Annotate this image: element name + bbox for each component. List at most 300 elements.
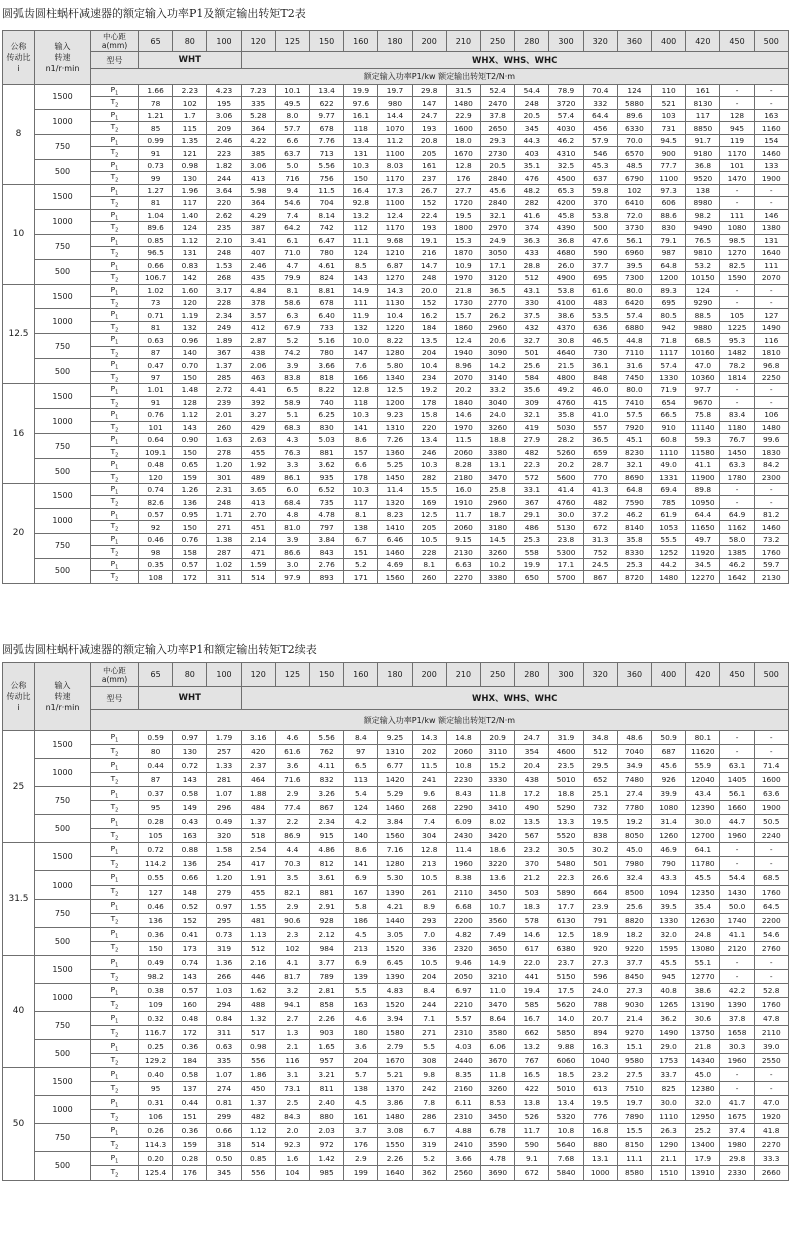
- power-value: 40.8: [652, 983, 686, 997]
- power-value: 27.3: [617, 983, 651, 997]
- power-value: 3.94: [378, 1011, 412, 1025]
- torque-value: 1100: [652, 172, 686, 184]
- torque-value: 1331: [652, 471, 686, 483]
- power-value: 1.12: [173, 409, 207, 421]
- torque-value: 116.7: [139, 1025, 173, 1039]
- speed-cell: 750: [35, 787, 91, 815]
- torque-value: 136: [173, 496, 207, 508]
- power-value: 25.2: [686, 1124, 720, 1138]
- torque-value: 1920: [754, 1110, 788, 1124]
- power-value: 80.0: [617, 284, 651, 296]
- power-value: 12.8: [412, 843, 446, 857]
- power-value: 11.5: [412, 759, 446, 773]
- torque-value: 767: [515, 1054, 549, 1068]
- torque-value: 7410: [617, 396, 651, 408]
- power-value: 8.4: [344, 731, 378, 745]
- power-value: 1.91: [241, 871, 275, 885]
- power-value: 13.1: [583, 1152, 617, 1166]
- torque-value: 9880: [686, 321, 720, 333]
- power-value: 0.57: [173, 558, 207, 570]
- torque-value: 590: [583, 247, 617, 259]
- power-value: 8.1: [412, 558, 446, 570]
- power-value: 24.7: [515, 731, 549, 745]
- power-value: 3.08: [378, 1124, 412, 1138]
- torque-value: 881: [310, 446, 344, 458]
- torque-value: 12700: [686, 829, 720, 843]
- torque-value: 73.1: [275, 1082, 309, 1096]
- torque-value: 3720: [549, 97, 583, 109]
- power-value: 31.4: [652, 815, 686, 829]
- torque-value: 1170: [378, 172, 412, 184]
- table-row: [3, 843, 789, 857]
- torque-value: 1360: [378, 446, 412, 458]
- torque-value: -: [754, 396, 788, 408]
- torque-value: 3210: [481, 969, 515, 983]
- power-value: 10.3: [344, 409, 378, 421]
- power-value: 34.9: [617, 759, 651, 773]
- power-value: 19.4: [515, 983, 549, 997]
- torque-value: 2210: [446, 997, 480, 1011]
- power-value: 14.6: [515, 927, 549, 941]
- torque-value: 85: [139, 122, 173, 134]
- power-value: 46.0: [583, 384, 617, 396]
- torque-value: 489: [241, 471, 275, 483]
- power-value: 2.63: [241, 434, 275, 446]
- table-row: [3, 1166, 789, 1180]
- power-value: 18.8: [549, 787, 583, 801]
- torque-value: 622: [310, 97, 344, 109]
- torque-value: 105: [139, 829, 173, 843]
- torque-value: 1780: [720, 471, 754, 483]
- power-value: 20.2: [446, 384, 480, 396]
- power-value: 11.1: [344, 234, 378, 246]
- torque-value: 438: [515, 773, 549, 787]
- torque-value: 1405: [720, 773, 754, 787]
- torque-value: 1180: [720, 421, 754, 433]
- torque-value: 2060: [446, 521, 480, 533]
- torque-value: 1550: [378, 1138, 412, 1152]
- table-row: [3, 997, 789, 1011]
- power-value: 36.8: [686, 159, 720, 171]
- rated-label: 额定输入功率P1/kw 额定输出转矩T2/N·m: [91, 69, 789, 85]
- power-value: 0.59: [139, 731, 173, 745]
- table-row: [3, 787, 789, 801]
- torque-value: 113: [344, 773, 378, 787]
- power-value: 0.74: [173, 955, 207, 969]
- power-value: 46.5: [583, 334, 617, 346]
- distance-value: 100: [207, 31, 241, 52]
- torque-value: 4390: [549, 222, 583, 234]
- torque-value: 150: [173, 371, 207, 383]
- power-value: 30.0: [549, 508, 583, 520]
- power-value: 63.6: [754, 787, 788, 801]
- power-value: 37.5: [515, 309, 549, 321]
- torque-value: 77.4: [275, 801, 309, 815]
- torque-symbol: $T_2$: [91, 1082, 139, 1096]
- torque-value: 180: [344, 1025, 378, 1039]
- torque-value: 367: [207, 346, 241, 358]
- rating-table-2: [2, 662, 789, 1181]
- torque-value: 3220: [481, 857, 515, 871]
- power-value: 0.96: [173, 334, 207, 346]
- power-value: 35.8: [617, 533, 651, 545]
- power-value: 0.36: [173, 1124, 207, 1138]
- power-value: 5.28: [241, 109, 275, 121]
- power-value: 89.3: [652, 284, 686, 296]
- torque-value: 7510: [617, 1082, 651, 1096]
- torque-value: 4680: [549, 247, 583, 259]
- torque-value: 86.1: [275, 471, 309, 483]
- distance-value: 150: [310, 663, 344, 687]
- torque-value: 378: [241, 296, 275, 308]
- speed-cell: 1500: [35, 284, 91, 309]
- torque-value: 150: [173, 521, 207, 533]
- torque-value: 54.6: [275, 197, 309, 209]
- torque-value: 4760: [549, 396, 583, 408]
- torque-value: 1340: [378, 371, 412, 383]
- torque-value: 987: [652, 247, 686, 259]
- power-value: 45.1: [617, 434, 651, 446]
- power-value: 37.8: [481, 109, 515, 121]
- torque-value: 7590: [617, 496, 651, 508]
- torque-value: 740: [310, 396, 344, 408]
- power-value: 89.8: [686, 484, 720, 496]
- torque-value: 241: [412, 773, 446, 787]
- distance-value: 125: [275, 663, 309, 687]
- torque-value: 1870: [446, 247, 480, 259]
- torque-value: 476: [515, 172, 549, 184]
- power-value: 18.2: [617, 927, 651, 941]
- power-value: 54.6: [754, 927, 788, 941]
- torque-value: 1310: [378, 421, 412, 433]
- speed-cell: 1000: [35, 209, 91, 234]
- torque-value: 762: [310, 745, 344, 759]
- power-value: 35.4: [686, 899, 720, 913]
- power-value: 0.95: [173, 508, 207, 520]
- torque-value: 2960: [481, 496, 515, 508]
- power-value: 78.2: [720, 359, 754, 371]
- power-value: 6.46: [378, 533, 412, 545]
- torque-value: 1460: [754, 521, 788, 533]
- torque-value: 106: [139, 1110, 173, 1124]
- torque-value: 1470: [720, 172, 754, 184]
- power-value: 52.4: [481, 85, 515, 97]
- power-value: 79.1: [652, 234, 686, 246]
- power-value: 1.37: [241, 1096, 275, 1110]
- torque-value: 730: [583, 346, 617, 358]
- torque-value: 309: [515, 396, 549, 408]
- power-value: 71.9: [652, 384, 686, 396]
- power-value: 5.8: [344, 899, 378, 913]
- power-value: 21.8: [446, 284, 480, 296]
- torque-value: 12040: [686, 773, 720, 787]
- torque-value: 82.6: [139, 496, 173, 508]
- power-value: 4.41: [241, 384, 275, 396]
- torque-value: 1760: [754, 885, 788, 899]
- torque-value: 10360: [686, 371, 720, 383]
- torque-value: 95: [139, 1082, 173, 1096]
- power-value: 95.3: [720, 334, 754, 346]
- torque-value: 2070: [446, 371, 480, 383]
- torque-value: 5130: [549, 521, 583, 533]
- torque-value: 4100: [549, 296, 583, 308]
- power-value: 64.8: [652, 259, 686, 271]
- power-value: 2.12: [310, 927, 344, 941]
- power-value: 72.0: [617, 209, 651, 221]
- torque-value: 770: [583, 471, 617, 483]
- power-value: 1.33: [207, 759, 241, 773]
- torque-value: 780: [310, 247, 344, 259]
- torque-value: 830: [310, 421, 344, 433]
- torque-value: -: [754, 969, 788, 983]
- power-value: 0.28: [139, 815, 173, 829]
- torque-value: 364: [241, 197, 275, 209]
- torque-value: 1200: [652, 272, 686, 284]
- power-value: 22.3: [515, 459, 549, 471]
- torque-value: 115: [173, 122, 207, 134]
- power-value: 6.0: [275, 484, 309, 496]
- torque-value: 5010: [549, 773, 583, 787]
- table-row: [3, 309, 789, 321]
- power-value: 22.3: [549, 871, 583, 885]
- power-value: 0.48: [139, 459, 173, 471]
- torque-symbol: $T_2$: [91, 272, 139, 284]
- power-value: 7.4: [412, 815, 446, 829]
- torque-value: 64.2: [275, 222, 309, 234]
- torque-value: 8850: [686, 122, 720, 134]
- power-value: 4.22: [241, 134, 275, 146]
- power-value: 1.63: [207, 434, 241, 446]
- torque-value: 13400: [686, 1138, 720, 1152]
- power-value: 14.8: [446, 731, 480, 745]
- power-value: -: [720, 384, 754, 396]
- torque-value: 4370: [549, 321, 583, 333]
- torque-value: 12950: [686, 1110, 720, 1124]
- torque-symbol: $T_2$: [91, 396, 139, 408]
- power-value: 10.4: [412, 359, 446, 371]
- power-value: 0.55: [139, 871, 173, 885]
- power-value: 14.3: [378, 284, 412, 296]
- torque-value: 3380: [481, 571, 515, 583]
- torque-value: 139: [344, 969, 378, 983]
- power-value: 7.0: [412, 927, 446, 941]
- torque-value: 5520: [549, 829, 583, 843]
- torque-value: 735: [310, 496, 344, 508]
- power-value: 6.3: [275, 309, 309, 321]
- torque-value: 830: [652, 222, 686, 234]
- power-value: 75.8: [686, 409, 720, 421]
- torque-value: 957: [310, 1054, 344, 1068]
- torque-value: 848: [583, 371, 617, 383]
- power-value: 4.3: [275, 434, 309, 446]
- torque-value: 1760: [754, 997, 788, 1011]
- power-value: 1.13: [241, 927, 275, 941]
- torque-value: 248: [207, 247, 241, 259]
- speed-cell: 1000: [35, 309, 91, 334]
- torque-value: 13080: [686, 941, 720, 955]
- power-symbol: $P_1$: [91, 955, 139, 969]
- torque-value: 9810: [686, 247, 720, 259]
- power-value: 19.9: [515, 558, 549, 570]
- power-value: 4.23: [207, 85, 241, 97]
- torque-value: 186: [344, 913, 378, 927]
- power-value: 32.0: [686, 1096, 720, 1110]
- power-value: 63.1: [720, 759, 754, 773]
- power-value: 41.1: [720, 927, 754, 941]
- power-value: 47.6: [583, 234, 617, 246]
- power-value: 29.8: [412, 85, 446, 97]
- torque-value: 1100: [378, 197, 412, 209]
- power-value: 9.8: [412, 1068, 446, 1082]
- power-value: -: [754, 85, 788, 97]
- power-value: 57.9: [583, 134, 617, 146]
- power-value: 30.6: [686, 1011, 720, 1025]
- table-row: [3, 321, 789, 333]
- power-value: 13.3: [549, 815, 583, 829]
- power-value: 12.5: [549, 927, 583, 941]
- power-value: 1.92: [241, 459, 275, 471]
- power-value: 2.79: [378, 1040, 412, 1054]
- power-value: 12.5: [412, 508, 446, 520]
- power-value: 53.8: [549, 284, 583, 296]
- torque-value: 246: [412, 446, 446, 458]
- torque-symbol: $T_2$: [91, 1110, 139, 1124]
- power-value: 32.5: [549, 159, 583, 171]
- torque-value: 1490: [652, 1025, 686, 1039]
- torque-value: 1000: [583, 1166, 617, 1180]
- power-value: 11.9: [344, 309, 378, 321]
- torque-value: 11920: [686, 546, 720, 558]
- distance-value: 420: [686, 663, 720, 687]
- torque-value: 1040: [583, 1054, 617, 1068]
- torque-value: 716: [275, 172, 309, 184]
- power-symbol: $P_1$: [91, 234, 139, 246]
- torque-value: 984: [310, 941, 344, 955]
- power-value: 117: [686, 109, 720, 121]
- torque-value: 268: [412, 801, 446, 815]
- torque-value: 318: [207, 1138, 241, 1152]
- torque-value: 125.4: [139, 1166, 173, 1180]
- power-value: 41.3: [583, 484, 617, 496]
- ratio-header: 公称 传动比 i: [3, 663, 35, 731]
- torque-value: 2200: [446, 913, 480, 927]
- power-value: 8.64: [481, 1011, 515, 1025]
- table-row: [3, 446, 789, 458]
- power-value: 3.05: [378, 927, 412, 941]
- power-value: 2.2: [275, 815, 309, 829]
- torque-value: 5880: [617, 97, 651, 109]
- table-row: [3, 459, 789, 471]
- power-value: 96.8: [754, 359, 788, 371]
- power-value: 70.0: [617, 134, 651, 146]
- power-value: 59.3: [686, 434, 720, 446]
- power-symbol: $P_1$: [91, 384, 139, 396]
- torque-value: 3730: [617, 222, 651, 234]
- power-value: 103: [652, 109, 686, 121]
- power-value: 1.60: [173, 284, 207, 296]
- power-value: 80.5: [652, 309, 686, 321]
- power-value: 14.9: [344, 284, 378, 296]
- distance-value: 450: [720, 31, 754, 52]
- power-value: 3.65: [241, 484, 275, 496]
- torque-value: 6330: [617, 122, 651, 134]
- power-value: 27.4: [617, 787, 651, 801]
- power-value: 1.62: [241, 983, 275, 997]
- distance-value: 400: [652, 31, 686, 52]
- power-value: 0.98: [173, 159, 207, 171]
- torque-value: 2180: [446, 471, 480, 483]
- power-value: 161: [686, 85, 720, 97]
- distance-value: 400: [652, 663, 686, 687]
- power-value: 73.2: [754, 533, 788, 545]
- torque-value: 1675: [720, 1110, 754, 1124]
- power-value: 0.52: [173, 899, 207, 913]
- torque-value: 142: [173, 272, 207, 284]
- torque-value: 2310: [446, 1110, 480, 1124]
- torque-value: 617: [515, 941, 549, 955]
- torque-value: 111: [344, 296, 378, 308]
- power-value: 71.8: [652, 334, 686, 346]
- power-value: 5.25: [378, 459, 412, 471]
- power-value: 49.7: [686, 533, 720, 545]
- power-value: 8.6: [344, 434, 378, 446]
- torque-value: 812: [310, 857, 344, 871]
- power-value: 0.73: [207, 927, 241, 941]
- torque-value: 78: [139, 97, 173, 109]
- power-value: 1.04: [139, 209, 173, 221]
- torque-value: 1970: [446, 421, 480, 433]
- power-value: 24.5: [583, 558, 617, 570]
- torque-value: 2560: [446, 1166, 480, 1180]
- torque-value: 117: [344, 496, 378, 508]
- power-value: 8.0: [275, 109, 309, 121]
- torque-value: 58.9: [275, 396, 309, 408]
- torque-value: 1482: [720, 346, 754, 358]
- torque-value: 209: [207, 122, 241, 134]
- table-row: [3, 927, 789, 941]
- power-value: 64.1: [686, 843, 720, 857]
- table-row: [3, 296, 789, 308]
- power-value: 9.15: [446, 533, 480, 545]
- power-value: 4.29: [241, 209, 275, 221]
- torque-value: 556: [241, 1054, 275, 1068]
- power-value: 5.98: [241, 184, 275, 196]
- power-value: 1.07: [207, 1068, 241, 1082]
- table-row: [3, 913, 789, 927]
- torque-value: 2070: [754, 272, 788, 284]
- power-value: 45.0: [686, 1068, 720, 1082]
- power-value: 0.84: [207, 1011, 241, 1025]
- torque-value: 980: [378, 97, 412, 109]
- torque-value: 268: [207, 272, 241, 284]
- torque-value: 173: [173, 941, 207, 955]
- power-value: 7.1: [412, 1011, 446, 1025]
- torque-value: 106.7: [139, 272, 173, 284]
- power-value: 13.4: [344, 134, 378, 146]
- table-row: [3, 122, 789, 134]
- power-value: 8.9: [412, 899, 446, 913]
- torque-value: 880: [583, 1138, 617, 1152]
- distance-value: 420: [686, 31, 720, 52]
- table-row: [3, 421, 789, 433]
- power-value: -: [754, 843, 788, 857]
- power-value: 78.9: [549, 85, 583, 97]
- power-value: 0.81: [207, 1096, 241, 1110]
- torque-value: 1480: [754, 421, 788, 433]
- power-value: 36.8: [549, 234, 583, 246]
- speed-cell: 1500: [35, 955, 91, 983]
- torque-value: 9490: [686, 222, 720, 234]
